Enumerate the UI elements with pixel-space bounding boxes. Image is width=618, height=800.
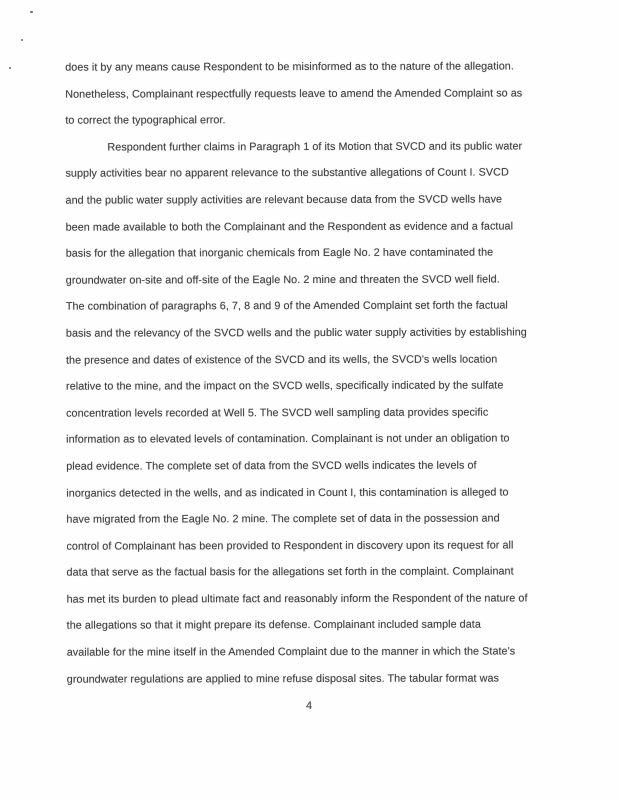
paragraph-continuation: does it by any means cause Respondent to be misinformed as to the nature of the allegation. Nonetheless, Complainant respectfully requests leave to amend the Amended Complaint so as to correct the typographical error. — [65, 60, 523, 127]
paragraph-respondent-claims: Respondent further claims in Paragraph 1 of its Motion that SVCD and its public water supply activities bear no apparent relevance to the substantive allegations of Count I. SVCD and the public water supply activities are relevant because data from the SVCD wells have been made available to both the Complainant and the Respondent as evidence and a factual basis for the allegation that inorganic chemicals from Eagle No. 2 have contaminated the groundwater on-site and off-site of the Eagle No. 2 mine and threaten the SVCD well field. The combination of paragraphs 6, 7, 8 and 9 of the Amended Complaint set forth the factual basis and the relevancy of the SVCD wells and the public water supply activities by establishing the presence and dates of existence of the SVCD and its wells, the SVCD's wells location relative to the mine, and the impact on the SVCD wells, specifically indicated by the sulfate concentration levels recorded at Well 5. The SVCD well sampling data provides specific information as to elevated levels of contamination. Complainant is not under an obligation to plead evidence. The complete set of data from the SVCD wells indicates the levels of inorganics detected in the wells, and as indicated in Count I, this contamination is alleged to have migrated from the Eagle No. 2 mine. The complete set of data in the possession and control of Complainant has been provided to Respondent in discovery upon its request for all data that serve as the factual basis for the allegations set forth in the complaint. Complainant has met its burden to plead ultimate fact and reasonably inform the Respondent of the nature of the allegations so that it might prepare its defense. Complainant included sample data available for the mine itself in the Amended Complaint due to the manner in which the State's groundwater regulations are applied to mine refuse disposal sites. The tabular format was — [65, 140, 528, 686]
scan-speck — [9, 67, 11, 69]
scan-speck — [21, 39, 23, 41]
scan-speck — [30, 11, 33, 13]
page-number: 4 — [305, 700, 313, 712]
body-text — [65, 53, 575, 693]
